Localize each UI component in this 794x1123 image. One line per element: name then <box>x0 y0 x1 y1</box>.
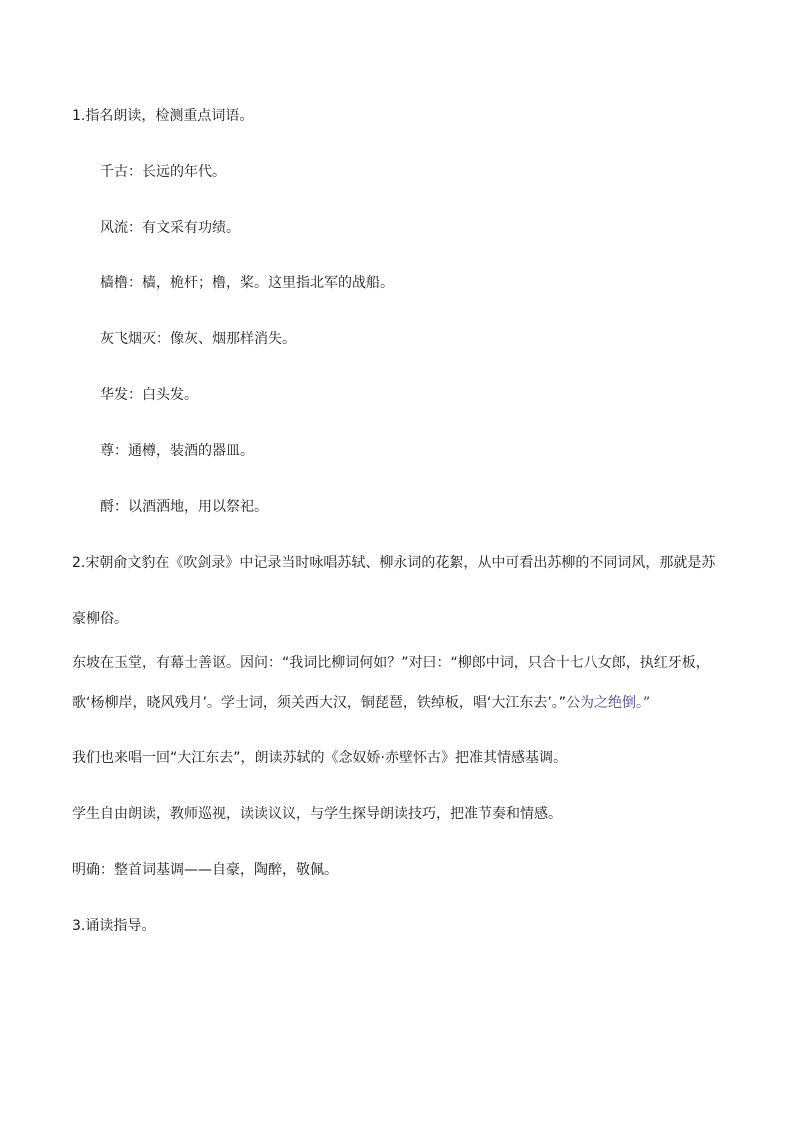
term-zun: 尊：通樽，装酒的器皿。 <box>100 443 254 459</box>
para-read: 我们也来唱一回“大江东去”，朗读苏轼的《念奴娇·赤壁怀古》把准其情感基调。 <box>72 750 567 766</box>
para-students: 学生自由朗读，教师巡视，读读议议，与学生探导朗读技巧，把准节奏和情感。 <box>72 806 562 822</box>
quote-line2-blue: 公为之绝倒。” <box>566 695 651 711</box>
quote-line2-main: 歌‘杨柳岸，晓风残月’。学士词，须关西大汉，铜琵琶，铁绰板，唱‘大江东去’。” <box>72 695 567 711</box>
item3-heading: 3.诵读指导。 <box>72 918 156 934</box>
term-huafa: 华发：白头发。 <box>100 387 198 403</box>
term-qiangu: 千古：长远的年代。 <box>100 164 226 180</box>
item2-line1: 2.宋朝俞文豹在《吹剑录》中记录当时咏唱苏轼、柳永词的花絮，从中可看出苏柳的不同词风，那就是苏 <box>72 555 716 571</box>
item1-heading: 1.指名朗读，检测重点词语。 <box>72 108 254 124</box>
quote-line2 <box>72 693 650 713</box>
term-lei: 酹：以酒洒地，用以祭祀。 <box>100 499 268 515</box>
term-huifeiyanmie: 灰飞烟灭：像灰、烟那样消失。 <box>100 331 296 347</box>
quote-line1: 东坡在玉堂，有幕士善讴。因问：“我词比柳词何如？”对曰：“柳郎中词，只合十七八女郎，执红牙板， <box>72 655 710 671</box>
item2-line2: 豪柳俗。 <box>72 611 128 627</box>
term-qianglu: 樯橹：樯，桅杆；橹，桨。这里指北军的战船。 <box>100 275 394 291</box>
para-clarify: 明确：整首词基调——自豪，陶醉，敬佩。 <box>72 862 338 878</box>
term-fengliu: 风流：有文采有功绩。 <box>100 220 240 236</box>
